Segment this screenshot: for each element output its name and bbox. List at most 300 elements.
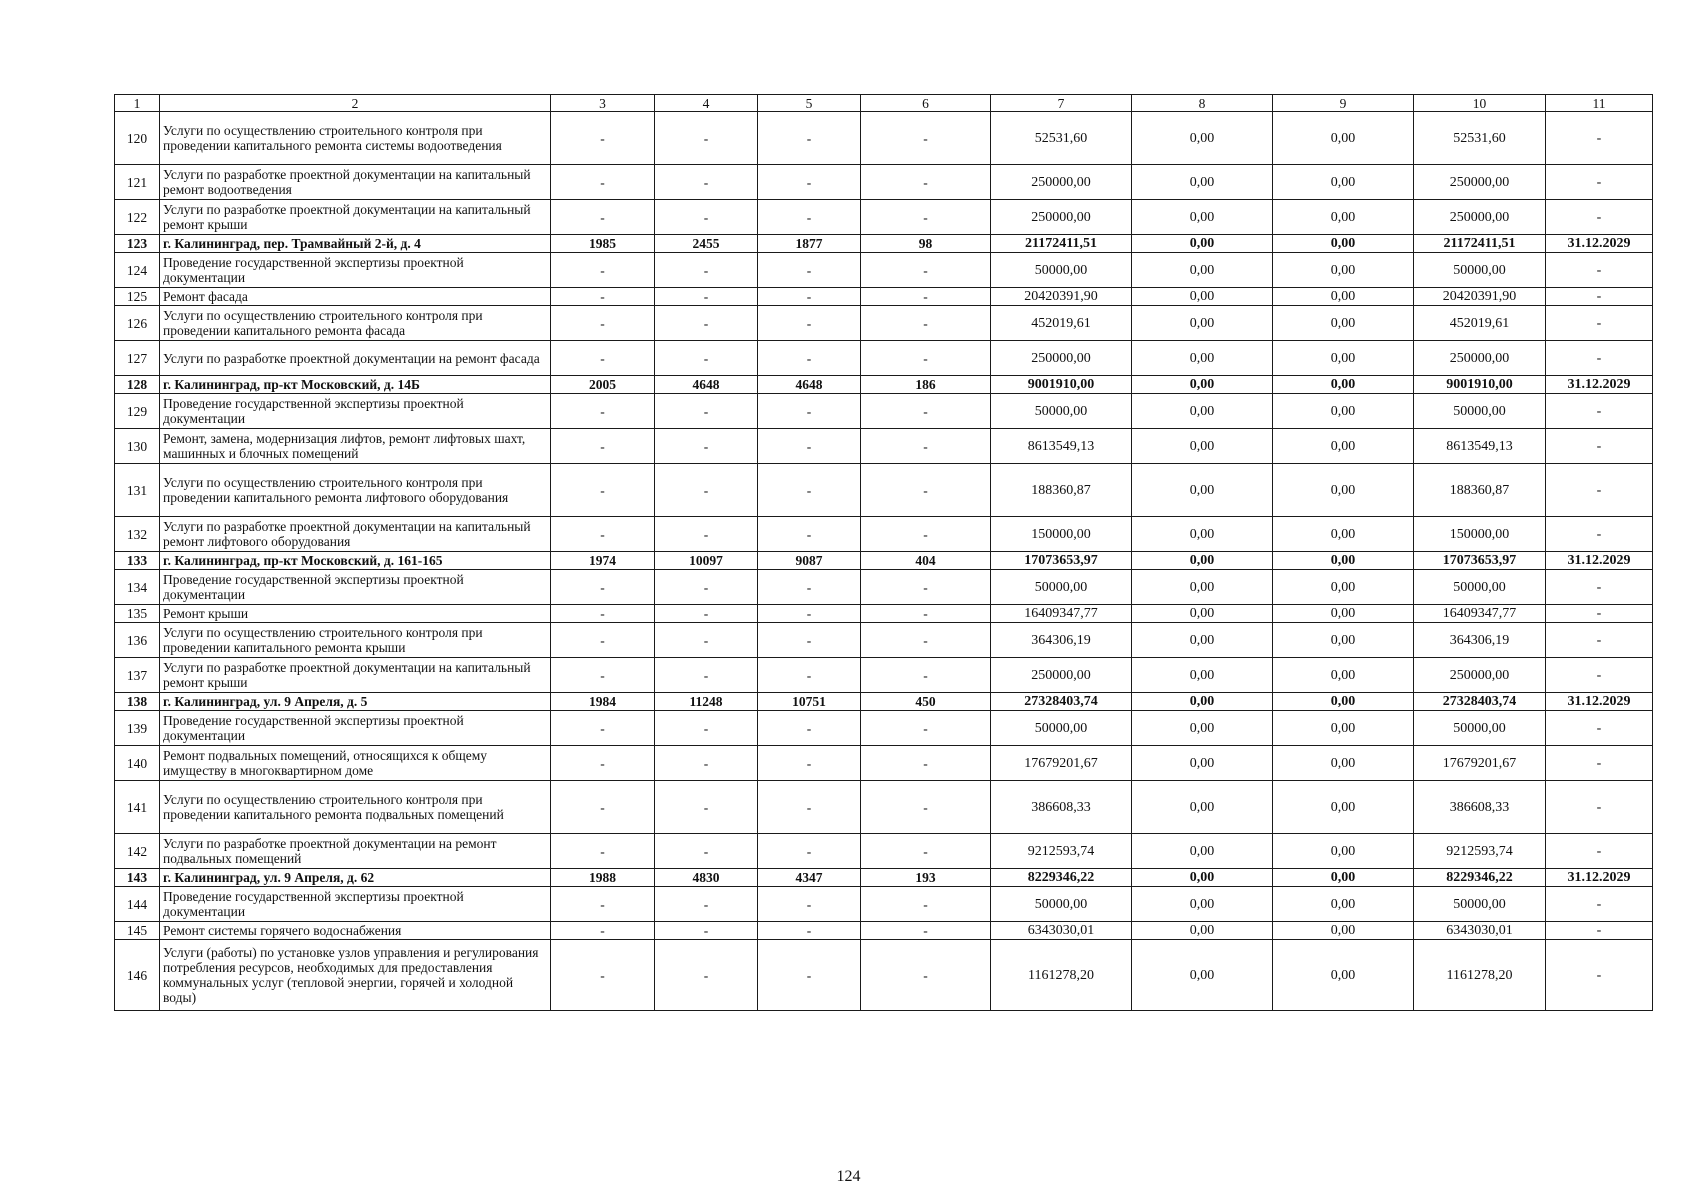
address-row — [115, 693, 1653, 711]
federal-funds: 0,00 — [1132, 605, 1273, 623]
work-row — [115, 288, 1653, 306]
regional-funds: 0,00 — [1273, 869, 1414, 887]
address-row — [115, 235, 1653, 253]
federal-funds: 0,00 — [1132, 887, 1273, 922]
work-row — [115, 394, 1653, 429]
commissioning-year: - — [551, 394, 655, 429]
living-area: 9087 — [758, 552, 861, 570]
row-number: 136 — [115, 623, 160, 658]
living-area: - — [758, 253, 861, 288]
living-area: 4347 — [758, 869, 861, 887]
total-area: - — [655, 605, 758, 623]
regional-funds: 0,00 — [1273, 112, 1414, 165]
owner-funds: 250000,00 — [1414, 658, 1546, 693]
column-number: 7 — [991, 95, 1132, 112]
regional-funds: 0,00 — [1273, 376, 1414, 394]
row-number: 137 — [115, 658, 160, 693]
row-number: 138 — [115, 693, 160, 711]
living-area: - — [758, 940, 861, 1011]
work-description: Услуги по разработке проектной документации на капитальный ремонт крыши — [160, 658, 551, 693]
total-area: 4648 — [655, 376, 758, 394]
total-cost: 21172411,51 — [991, 235, 1132, 253]
completion-date: 31.12.2029 — [1546, 376, 1653, 394]
regional-funds: 0,00 — [1273, 253, 1414, 288]
total-area: - — [655, 658, 758, 693]
completion-date: - — [1546, 605, 1653, 623]
completion-date: - — [1546, 394, 1653, 429]
owner-funds: 50000,00 — [1414, 253, 1546, 288]
work-description: г. Калининград, пр-кт Московский, д. 161-165 — [160, 552, 551, 570]
owner-funds: 50000,00 — [1414, 711, 1546, 746]
living-area: 10751 — [758, 693, 861, 711]
total-area: - — [655, 781, 758, 834]
row-number: 144 — [115, 887, 160, 922]
work-description: Услуги по разработке проектной документации на капитальный ремонт водоотведения — [160, 165, 551, 200]
residents-count: - — [861, 834, 991, 869]
total-cost: 250000,00 — [991, 200, 1132, 235]
total-cost: 17073653,97 — [991, 552, 1132, 570]
completion-date: - — [1546, 112, 1653, 165]
column-number: 10 — [1414, 95, 1546, 112]
federal-funds: 0,00 — [1132, 834, 1273, 869]
living-area: - — [758, 658, 861, 693]
commissioning-year: - — [551, 940, 655, 1011]
owner-funds: 20420391,90 — [1414, 288, 1546, 306]
owner-funds: 250000,00 — [1414, 200, 1546, 235]
commissioning-year: - — [551, 570, 655, 605]
commissioning-year: - — [551, 288, 655, 306]
commissioning-year: - — [551, 781, 655, 834]
regional-funds: 0,00 — [1273, 834, 1414, 869]
living-area: - — [758, 887, 861, 922]
owner-funds: 17073653,97 — [1414, 552, 1546, 570]
completion-date: - — [1546, 922, 1653, 940]
completion-date: - — [1546, 200, 1653, 235]
total-area: - — [655, 623, 758, 658]
commissioning-year: - — [551, 165, 655, 200]
work-description: г. Калининград, ул. 9 Апреля, д. 5 — [160, 693, 551, 711]
living-area: 1877 — [758, 235, 861, 253]
regional-funds: 0,00 — [1273, 235, 1414, 253]
commissioning-year: 1985 — [551, 235, 655, 253]
work-row — [115, 165, 1653, 200]
commissioning-year: - — [551, 200, 655, 235]
living-area: - — [758, 623, 861, 658]
owner-funds: 16409347,77 — [1414, 605, 1546, 623]
living-area: - — [758, 605, 861, 623]
completion-date: - — [1546, 306, 1653, 341]
total-cost: 20420391,90 — [991, 288, 1132, 306]
living-area: - — [758, 570, 861, 605]
living-area: - — [758, 429, 861, 464]
owner-funds: 27328403,74 — [1414, 693, 1546, 711]
federal-funds: 0,00 — [1132, 341, 1273, 376]
federal-funds: 0,00 — [1132, 165, 1273, 200]
row-number: 124 — [115, 253, 160, 288]
total-cost: 364306,19 — [991, 623, 1132, 658]
total-cost: 6343030,01 — [991, 922, 1132, 940]
total-area: - — [655, 253, 758, 288]
regional-funds: 0,00 — [1273, 658, 1414, 693]
work-description: Ремонт фасада — [160, 288, 551, 306]
work-description: Услуги по осуществлению строительного контроля при проведении капитального ремонта фасада — [160, 306, 551, 341]
residents-count: 98 — [861, 235, 991, 253]
row-number: 129 — [115, 394, 160, 429]
total-area: 4830 — [655, 869, 758, 887]
total-area: - — [655, 429, 758, 464]
residents-count: - — [861, 112, 991, 165]
owner-funds: 9212593,74 — [1414, 834, 1546, 869]
row-number: 123 — [115, 235, 160, 253]
total-cost: 50000,00 — [991, 887, 1132, 922]
federal-funds: 0,00 — [1132, 464, 1273, 517]
completion-date: - — [1546, 623, 1653, 658]
total-cost: 250000,00 — [991, 658, 1132, 693]
work-description: Услуги по осуществлению строительного контроля при проведении капитального ремонта лифтового оборудования — [160, 464, 551, 517]
commissioning-year: - — [551, 429, 655, 464]
column-number: 6 — [861, 95, 991, 112]
work-description: Услуги по разработке проектной документации на ремонт подвальных помещений — [160, 834, 551, 869]
owner-funds: 6343030,01 — [1414, 922, 1546, 940]
work-description: Услуги по разработке проектной документации на капитальный ремонт крыши — [160, 200, 551, 235]
regional-funds: 0,00 — [1273, 922, 1414, 940]
completion-date: - — [1546, 288, 1653, 306]
total-cost: 150000,00 — [991, 517, 1132, 552]
work-row — [115, 940, 1653, 1011]
total-area: - — [655, 306, 758, 341]
regional-funds: 0,00 — [1273, 781, 1414, 834]
completion-date: - — [1546, 517, 1653, 552]
column-number: 4 — [655, 95, 758, 112]
work-description: Проведение государственной экспертизы проектной документации — [160, 394, 551, 429]
residents-count: - — [861, 288, 991, 306]
residents-count: - — [861, 341, 991, 376]
residents-count: - — [861, 922, 991, 940]
total-area: - — [655, 517, 758, 552]
living-area: - — [758, 746, 861, 781]
residents-count: - — [861, 200, 991, 235]
work-row — [115, 922, 1653, 940]
residents-count: - — [861, 940, 991, 1011]
row-number: 128 — [115, 376, 160, 394]
owner-funds: 50000,00 — [1414, 394, 1546, 429]
total-area: - — [655, 746, 758, 781]
commissioning-year: - — [551, 922, 655, 940]
total-area: - — [655, 570, 758, 605]
living-area: - — [758, 200, 861, 235]
federal-funds: 0,00 — [1132, 200, 1273, 235]
column-number: 11 — [1546, 95, 1653, 112]
completion-date: 31.12.2029 — [1546, 235, 1653, 253]
work-row — [115, 658, 1653, 693]
work-description: Услуги по осуществлению строительного контроля при проведении капитального ремонта системы водоотведения — [160, 112, 551, 165]
completion-date: 31.12.2029 — [1546, 552, 1653, 570]
row-number: 130 — [115, 429, 160, 464]
work-row — [115, 429, 1653, 464]
total-cost: 9001910,00 — [991, 376, 1132, 394]
row-number: 142 — [115, 834, 160, 869]
total-area: - — [655, 887, 758, 922]
completion-date: - — [1546, 887, 1653, 922]
living-area: - — [758, 394, 861, 429]
living-area: - — [758, 341, 861, 376]
federal-funds: 0,00 — [1132, 940, 1273, 1011]
work-row — [115, 517, 1653, 552]
living-area: - — [758, 834, 861, 869]
regional-funds: 0,00 — [1273, 887, 1414, 922]
federal-funds: 0,00 — [1132, 306, 1273, 341]
residents-count: - — [861, 887, 991, 922]
living-area: - — [758, 922, 861, 940]
column-number: 5 — [758, 95, 861, 112]
commissioning-year: - — [551, 834, 655, 869]
residents-count: - — [861, 517, 991, 552]
federal-funds: 0,00 — [1132, 922, 1273, 940]
living-area: - — [758, 288, 861, 306]
work-description: Ремонт подвальных помещений, относящихся к общему имуществу в многоквартирном доме — [160, 746, 551, 781]
completion-date: - — [1546, 746, 1653, 781]
commissioning-year: - — [551, 605, 655, 623]
work-row — [115, 464, 1653, 517]
total-cost: 452019,61 — [991, 306, 1132, 341]
work-row — [115, 306, 1653, 341]
work-row — [115, 711, 1653, 746]
work-row — [115, 570, 1653, 605]
residents-count: - — [861, 464, 991, 517]
completion-date: - — [1546, 570, 1653, 605]
completion-date: - — [1546, 253, 1653, 288]
federal-funds: 0,00 — [1132, 711, 1273, 746]
address-row — [115, 376, 1653, 394]
row-number: 145 — [115, 922, 160, 940]
completion-date: - — [1546, 658, 1653, 693]
regional-funds: 0,00 — [1273, 940, 1414, 1011]
column-number: 2 — [160, 95, 551, 112]
work-description: Услуги по разработке проектной документации на капитальный ремонт лифтового оборудования — [160, 517, 551, 552]
completion-date: - — [1546, 834, 1653, 869]
residents-count: - — [861, 429, 991, 464]
total-area: - — [655, 112, 758, 165]
row-number: 135 — [115, 605, 160, 623]
commissioning-year: 1984 — [551, 693, 655, 711]
address-row — [115, 869, 1653, 887]
work-description: Услуги по осуществлению строительного контроля при проведении капитального ремонта крыши — [160, 623, 551, 658]
address-row — [115, 552, 1653, 570]
total-cost: 250000,00 — [991, 165, 1132, 200]
commissioning-year: 1988 — [551, 869, 655, 887]
owner-funds: 9001910,00 — [1414, 376, 1546, 394]
total-cost: 1161278,20 — [991, 940, 1132, 1011]
total-cost: 386608,33 — [991, 781, 1132, 834]
total-cost: 17679201,67 — [991, 746, 1132, 781]
commissioning-year: - — [551, 306, 655, 341]
row-number: 140 — [115, 746, 160, 781]
work-row — [115, 605, 1653, 623]
regional-funds: 0,00 — [1273, 429, 1414, 464]
residents-count: - — [861, 253, 991, 288]
row-number: 143 — [115, 869, 160, 887]
total-area: - — [655, 940, 758, 1011]
regional-funds: 0,00 — [1273, 746, 1414, 781]
regional-funds: 0,00 — [1273, 464, 1414, 517]
work-row — [115, 781, 1653, 834]
row-number: 139 — [115, 711, 160, 746]
federal-funds: 0,00 — [1132, 552, 1273, 570]
row-number: 127 — [115, 341, 160, 376]
federal-funds: 0,00 — [1132, 394, 1273, 429]
federal-funds: 0,00 — [1132, 429, 1273, 464]
column-number: 9 — [1273, 95, 1414, 112]
residents-count: 404 — [861, 552, 991, 570]
total-cost: 50000,00 — [991, 711, 1132, 746]
federal-funds: 0,00 — [1132, 658, 1273, 693]
residents-count: - — [861, 658, 991, 693]
row-number: 141 — [115, 781, 160, 834]
total-cost: 50000,00 — [991, 253, 1132, 288]
work-description: Проведение государственной экспертизы проектной документации — [160, 253, 551, 288]
regional-funds: 0,00 — [1273, 623, 1414, 658]
total-cost: 188360,87 — [991, 464, 1132, 517]
owner-funds: 150000,00 — [1414, 517, 1546, 552]
total-area: - — [655, 464, 758, 517]
federal-funds: 0,00 — [1132, 376, 1273, 394]
owner-funds: 8229346,22 — [1414, 869, 1546, 887]
row-number: 120 — [115, 112, 160, 165]
work-description: Проведение государственной экспертизы проектной документации — [160, 887, 551, 922]
work-description: г. Калининград, пер. Трамвайный 2-й, д. 4 — [160, 235, 551, 253]
work-description: г. Калининград, ул. 9 Апреля, д. 62 — [160, 869, 551, 887]
work-description: Ремонт, замена, модернизация лифтов, ремонт лифтовых шахт, машинных и блочных помещений — [160, 429, 551, 464]
commissioning-year: 1974 — [551, 552, 655, 570]
total-cost: 50000,00 — [991, 570, 1132, 605]
owner-funds: 52531,60 — [1414, 112, 1546, 165]
total-area: - — [655, 711, 758, 746]
commissioning-year: - — [551, 341, 655, 376]
living-area: - — [758, 306, 861, 341]
completion-date: - — [1546, 940, 1653, 1011]
column-number-row — [115, 95, 1653, 112]
regional-funds: 0,00 — [1273, 165, 1414, 200]
owner-funds: 17679201,67 — [1414, 746, 1546, 781]
completion-date: - — [1546, 464, 1653, 517]
total-area: - — [655, 200, 758, 235]
residents-count: 193 — [861, 869, 991, 887]
work-row — [115, 253, 1653, 288]
residents-count: - — [861, 306, 991, 341]
regional-funds: 0,00 — [1273, 306, 1414, 341]
owner-funds: 50000,00 — [1414, 570, 1546, 605]
commissioning-year: - — [551, 623, 655, 658]
commissioning-year: - — [551, 658, 655, 693]
work-description: Услуги (работы) по установке узлов управления и регулирования потребления ресурсов, необходимых для предоставления коммунальных услуг (тепловой энергии, горячей и холодной воды) — [160, 940, 551, 1011]
living-area: - — [758, 112, 861, 165]
commissioning-year: - — [551, 517, 655, 552]
total-area: - — [655, 165, 758, 200]
federal-funds: 0,00 — [1132, 570, 1273, 605]
commissioning-year: - — [551, 464, 655, 517]
total-cost: 50000,00 — [991, 394, 1132, 429]
work-row — [115, 623, 1653, 658]
completion-date: - — [1546, 781, 1653, 834]
federal-funds: 0,00 — [1132, 869, 1273, 887]
residents-count: - — [861, 781, 991, 834]
commissioning-year: - — [551, 887, 655, 922]
row-number: 131 — [115, 464, 160, 517]
total-area: - — [655, 922, 758, 940]
row-number: 126 — [115, 306, 160, 341]
work-description: Ремонт крыши — [160, 605, 551, 623]
owner-funds: 452019,61 — [1414, 306, 1546, 341]
completion-date: 31.12.2029 — [1546, 869, 1653, 887]
total-area: - — [655, 394, 758, 429]
federal-funds: 0,00 — [1132, 693, 1273, 711]
regional-funds: 0,00 — [1273, 517, 1414, 552]
completion-date: - — [1546, 429, 1653, 464]
federal-funds: 0,00 — [1132, 517, 1273, 552]
total-area: 2455 — [655, 235, 758, 253]
residents-count: - — [861, 605, 991, 623]
column-number: 3 — [551, 95, 655, 112]
commissioning-year: 2005 — [551, 376, 655, 394]
row-number: 122 — [115, 200, 160, 235]
row-number: 132 — [115, 517, 160, 552]
federal-funds: 0,00 — [1132, 235, 1273, 253]
regional-funds: 0,00 — [1273, 552, 1414, 570]
row-number: 146 — [115, 940, 160, 1011]
work-description: г. Калининград, пр-кт Московский, д. 14Б — [160, 376, 551, 394]
work-description: Услуги по разработке проектной документации на ремонт фасада — [160, 341, 551, 376]
regional-funds: 0,00 — [1273, 394, 1414, 429]
regional-funds: 0,00 — [1273, 341, 1414, 376]
owner-funds: 250000,00 — [1414, 341, 1546, 376]
owner-funds: 188360,87 — [1414, 464, 1546, 517]
total-area: - — [655, 341, 758, 376]
owner-funds: 1161278,20 — [1414, 940, 1546, 1011]
work-row — [115, 200, 1653, 235]
completion-date: 31.12.2029 — [1546, 693, 1653, 711]
work-description: Ремонт системы горячего водоснабжения — [160, 922, 551, 940]
commissioning-year: - — [551, 253, 655, 288]
residents-count: - — [861, 746, 991, 781]
work-row — [115, 887, 1653, 922]
work-row — [115, 746, 1653, 781]
commissioning-year: - — [551, 112, 655, 165]
commissioning-year: - — [551, 711, 655, 746]
row-number: 121 — [115, 165, 160, 200]
row-number: 134 — [115, 570, 160, 605]
owner-funds: 386608,33 — [1414, 781, 1546, 834]
regional-funds: 0,00 — [1273, 693, 1414, 711]
total-cost: 250000,00 — [991, 341, 1132, 376]
living-area: 4648 — [758, 376, 861, 394]
total-area: 11248 — [655, 693, 758, 711]
total-area: - — [655, 834, 758, 869]
living-area: - — [758, 517, 861, 552]
residents-count: 186 — [861, 376, 991, 394]
commissioning-year: - — [551, 746, 655, 781]
total-cost: 8613549,13 — [991, 429, 1132, 464]
living-area: - — [758, 781, 861, 834]
work-row — [115, 112, 1653, 165]
owner-funds: 50000,00 — [1414, 887, 1546, 922]
row-number: 125 — [115, 288, 160, 306]
regional-funds: 0,00 — [1273, 570, 1414, 605]
total-cost: 52531,60 — [991, 112, 1132, 165]
owner-funds: 8613549,13 — [1414, 429, 1546, 464]
column-number: 1 — [115, 95, 160, 112]
regional-funds: 0,00 — [1273, 605, 1414, 623]
completion-date: - — [1546, 341, 1653, 376]
